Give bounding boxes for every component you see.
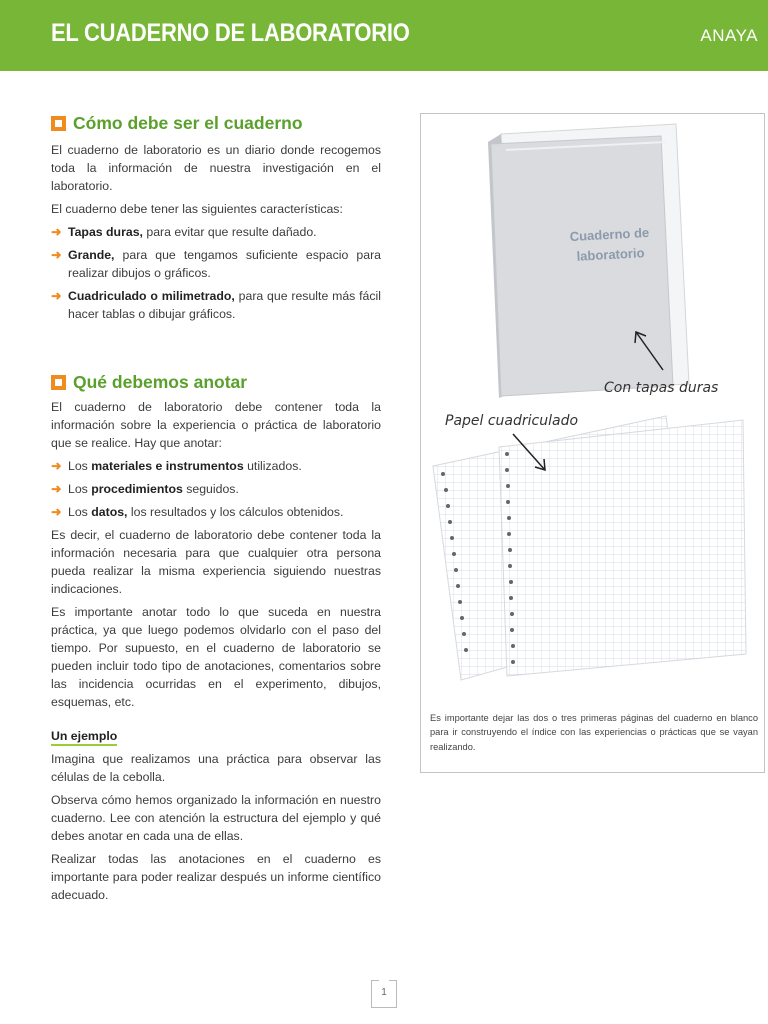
arrow-right-icon: ➜ <box>51 482 62 496</box>
page-number: 1 <box>371 980 397 1008</box>
paragraph: El cuaderno debe tener las siguientes características: <box>51 202 343 216</box>
arrow-right-icon: ➜ <box>51 289 62 303</box>
publisher-logo: ANAYA <box>700 26 758 45</box>
figure-caption: Es importante dejar las dos o tres primeras páginas del cuaderno en blanco para ir construyendo el índice con las experiencias o prácticas que se vayan realizando. <box>430 713 758 752</box>
arrow-right-icon: ➜ <box>51 248 62 262</box>
arrow-right-icon: ➜ <box>51 459 62 473</box>
square-bullet-icon <box>51 375 66 390</box>
section-heading-text: Qué debemos anotar <box>73 371 248 392</box>
label-hard-covers: Con tapas duras <box>604 380 719 396</box>
section-heading-text: Cómo debe ser el cuaderno <box>73 112 303 133</box>
section-heading-how <box>51 112 381 134</box>
arrow-right-icon: ➜ <box>51 225 62 239</box>
paragraph: Imagina que realizamos una práctica para observar las células de la cebolla. <box>51 752 381 784</box>
binder-label: Cuaderno de laboratorio <box>569 224 650 264</box>
section-heading-what <box>51 371 381 393</box>
list-item: ➜ Los materiales e instrumentos utilizados. <box>51 459 302 473</box>
list-item: ➜ Cuadriculado o milimetrado, para que resulte más fácil hacer tablas o dibujar gráficos. <box>51 289 381 321</box>
paragraph: Es importante anotar todo lo que suceda en nuestra práctica, ya que luego podemos olvidarlo con el paso del tiempo. Por supuesto, en el cuaderno de laboratorio se pueden incluir todo tipo de anotaciones, comentarios sobre las incidencia ocurridas en el experimento, dibujos, esquemas, etc. <box>51 605 381 709</box>
list-item: ➜ Tapas duras, para evitar que resulte dañado. <box>51 225 317 239</box>
graph-paper-front <box>499 420 746 676</box>
paragraph: Es decir, el cuaderno de laboratorio debe contener toda la información necesaria para que cualquier otra persona pueda realizar la misma experiencia siguiendo nuestras indicaciones. <box>51 528 381 596</box>
page-title: EL CUADERNO DE LABORATORIO <box>51 19 410 47</box>
square-bullet-icon <box>51 116 66 131</box>
paragraph: El cuaderno de laboratorio es un diario donde recogemos toda la información de nuestra investigación en el laboratorio. <box>51 143 381 193</box>
list-item: ➜ Los procedimientos seguidos. <box>51 482 239 496</box>
paragraph: El cuaderno de laboratorio debe contener toda la información sobre la experiencia o práctica de laboratorio que se realice. Hay que anotar: <box>51 400 381 450</box>
paragraph: Observa cómo hemos organizado la información en nuestro cuaderno. Lee con atención la estructura del ejemplo y qué debes anotar en cada una de ellas. <box>51 793 381 843</box>
list-item: ➜ Grande, para que tengamos suficiente espacio para realizar dibujos o gráficos. <box>51 248 381 280</box>
arrow-right-icon: ➜ <box>51 505 62 519</box>
main-text-column <box>51 112 381 904</box>
list-item: ➜ Los datos, los resultados y los cálculos obtenidos. <box>51 505 344 519</box>
illustration-box <box>420 113 765 773</box>
example-heading-wrap <box>51 727 381 746</box>
label-graph-paper: Papel cuadriculado <box>445 413 579 429</box>
example-heading: Un ejemplo <box>51 729 117 746</box>
paragraph: Realizar todas las anotaciones en el cuaderno es importante para poder realizar después un informe científico adecuado. <box>51 852 381 902</box>
page-header <box>0 0 768 71</box>
